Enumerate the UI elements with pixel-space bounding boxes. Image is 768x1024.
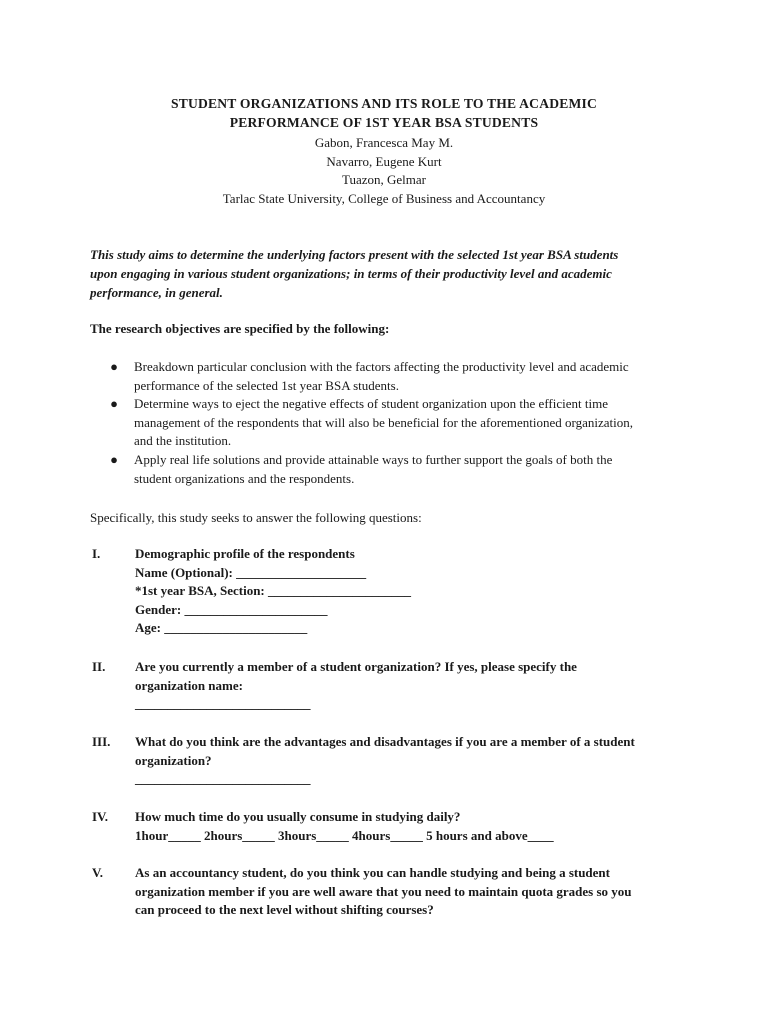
name-field: Name (Optional): ____________________ [135, 564, 367, 580]
questions-intro: Specifically, this study seeks to answer the following questions: [90, 510, 422, 525]
abstract-line: This study aims to determine the underlying factors present with the selected 1st year BSA students [90, 247, 619, 262]
answer-line: ___________________________ [135, 771, 311, 787]
question-2 [90, 658, 680, 714]
section-field: *1st year BSA, Section: ______________________ [135, 583, 412, 599]
question-line: As an accountancy student, do you think you can handle studying and being a student [135, 865, 610, 880]
title-line-2: PERFORMANCE OF 1ST YEAR BSA STUDENTS [229, 115, 539, 130]
list-item [108, 395, 674, 451]
question-number: II. [92, 659, 106, 674]
objective-line: student organizations and the respondents. [134, 470, 355, 486]
bullet-icon: ● [110, 359, 118, 374]
objective-line: performance of the selected 1st year BSA students. [134, 377, 399, 393]
question-4 [90, 808, 680, 845]
question-1 [90, 545, 680, 638]
objective-line: Determine ways to eject the negative effects of student organization upon the efficient time [134, 396, 608, 412]
objectives-heading: The research objectives are specified by the following: [90, 321, 390, 336]
author-name: Tuazon, Gelmar [341, 172, 426, 188]
answer-line: ___________________________ [135, 696, 311, 712]
question-line: organization member if you are well aware that you need to maintain quota grades so you [135, 883, 632, 899]
question-3 [90, 733, 680, 789]
author-name: Navarro, Eugene Kurt [326, 153, 442, 169]
question-number: III. [92, 734, 111, 749]
time-options: 1hour_____ 2hours_____ 3hours_____ 4hours_____ 5 hours and above____ [135, 827, 554, 843]
objective-line: management of the respondents that will also be beneficial for the aforementioned organization, [134, 414, 634, 430]
title-line-1: STUDENT ORGANIZATIONS AND ITS ROLE TO THE ACADEMIC [170, 96, 598, 111]
age-field: Age: ______________________ [135, 620, 308, 636]
question-line: organization? [135, 752, 212, 768]
objective-line: Apply real life solutions and provide attainable ways to further support the goals of both the [134, 451, 613, 467]
objectives-list [108, 358, 674, 488]
question-number: IV. [92, 809, 109, 824]
question-body [135, 545, 680, 638]
question-line: How much time do you usually consume in studying daily? [135, 809, 461, 824]
objective-line: and the institution. [134, 433, 232, 449]
question-line: Are you currently a member of a student organization? If yes, please specify the [135, 659, 577, 674]
bullet-icon: ● [110, 396, 118, 412]
bullet-icon: ● [110, 451, 118, 467]
gender-field: Gender: ______________________ [135, 601, 328, 617]
list-item [108, 358, 674, 395]
objective-line: Breakdown particular conclusion with the factors affecting the productivity level and academic [134, 359, 629, 374]
abstract [90, 245, 680, 302]
list-item [108, 451, 674, 488]
question-line: Demographic profile of the respondents [135, 546, 355, 561]
question-body [135, 733, 680, 789]
question-body [135, 864, 680, 920]
abstract-line: upon engaging in various student organizations; in terms of their productivity level and academic [90, 266, 612, 281]
question-number: V. [92, 865, 103, 880]
affiliation: Tarlac State University, College of Business and Accountancy [222, 190, 546, 206]
question-body [135, 658, 680, 714]
abstract-line: performance, in general. [90, 285, 223, 300]
question-line: organization name: [135, 677, 243, 693]
question-5 [90, 864, 680, 920]
paper-title [0, 94, 768, 132]
question-line: What do you think are the advantages and disadvantages if you are a member of a student [135, 734, 635, 749]
question-body [135, 808, 680, 845]
question-line: can proceed to the next level without shifting courses? [135, 902, 434, 918]
author-block [0, 134, 768, 208]
author-name: Gabon, Francesca May M. [314, 135, 454, 150]
question-number: I. [92, 546, 101, 561]
